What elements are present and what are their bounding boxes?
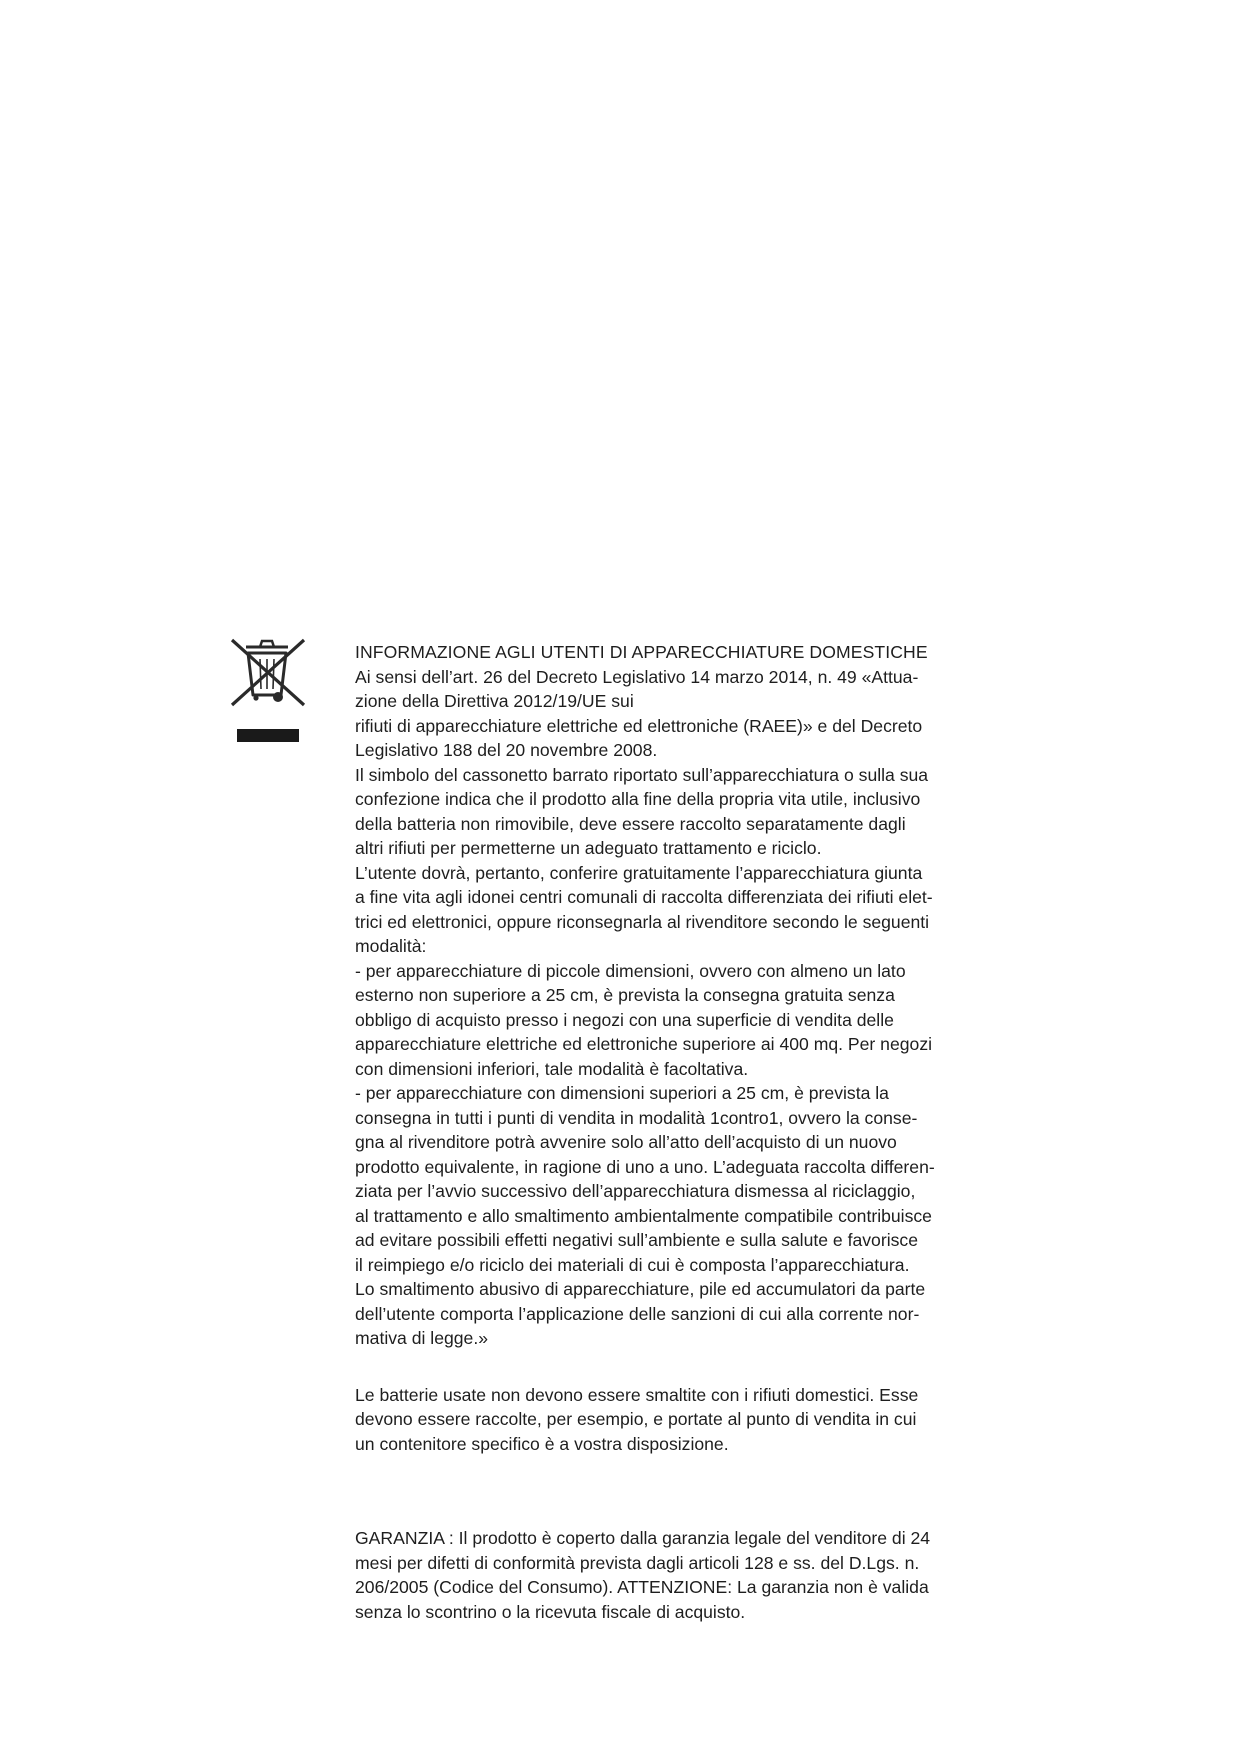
sanctions-paragraph: Lo smaltimento abusivo di apparecchiature, pile ed accumulatori da parte dell’utente comporta l’applicazione delle sanzioni di cui alla corrente nor- mativa di legge.»: [355, 1279, 926, 1348]
legal-reference: Ai sensi dell’art. 26 del Decreto Legislativo 14 marzo 2014, n. 49 «Attua- zione della Direttiva 2012/19/UE sui rifiuti di apparecchiature elettriche ed elettroniche (RAEE)» e del Decreto Legislativo 188 del 20 novembre 2008.: [355, 666, 923, 760]
batteries-paragraph: Le batterie usate non devono essere smaltite con i rifiuti domestici. Esse devono essere raccolte, per esempio, e portate al punto di vendita in cui un contenitore specifico è a vostra disposizione.: [355, 1384, 919, 1454]
symbol-paragraph: Il simbolo del cassonetto barrato riportato sull’apparecchiatura o sulla sua confezione indica che il prodotto alla fine della propria vita utile, inclusivo della batteria non rimovibile, deve essere raccolto separatamente dagli altri rifiuti per permetterne un adeguato trattamento e riciclo.: [355, 764, 929, 858]
weee-bar: [237, 729, 299, 742]
small-devices-paragraph: - per apparecchiature di piccole dimensioni, ovvero con almeno un lato esterno non superiore a 25 cm, è prevista la consegna gratuita senza obbligo di acquisto presso i negozi con una superficie di vendita delle apparecchiature elettriche ed elettroniche superiore ai 400 mq. Per negozi con dimensioni inferiori, tale modalità è facoltativa.: [355, 960, 933, 1079]
crossed-out-wheelie-bin-icon: [226, 637, 312, 747]
information-text: [355, 640, 1027, 1624]
warranty-paragraph: GARANZIA : Il prodotto è coperto dalla garanzia legale del venditore di 24 mesi per difetti di conformità prevista dagli articoli 128 e ss. del D.Lgs. n. 206/2005 (Codice del Consumo). ATTENZIONE: La garanzia non è valida senza lo scontrino o la ricevuta fiscale di acquisto.: [355, 1528, 931, 1622]
large-devices-paragraph: - per apparecchiature con dimensioni superiori a 25 cm, è prevista la consegna in tutti i punti di vendita in modalità 1contro1, ovvero la conse- gna al rivenditore potrà avvenire solo all’atto dell’acquisto di un nuovo prodotto equivalente, in ragione di uno a uno. L’adeguata raccolta differen- ziata per l’avvio successivo dell’apparecchiatura dismessa al riciclaggio, al trattamento e allo smaltimento ambientalmente compatibile contribuisce ad evitare possibili effetti negativi sull’ambiente e sulla salute e favorisce il reimpiego e/o riciclo dei materiali di cui è composta l’apparecchiatura.: [355, 1083, 935, 1275]
user-paragraph: L’utente dovrà, pertanto, conferire gratuitamente l’apparecchiatura giunta a fine vita agli idonei centri comunali di raccolta differenziata dei rifiuti elet- trici ed elettronici, oppure riconsegnarla al rivenditore secondo le seguenti modalità:: [355, 862, 933, 956]
document-heading: INFORMAZIONE AGLI UTENTI DI APPARECCHIATURE DOMESTICHE: [355, 642, 928, 662]
